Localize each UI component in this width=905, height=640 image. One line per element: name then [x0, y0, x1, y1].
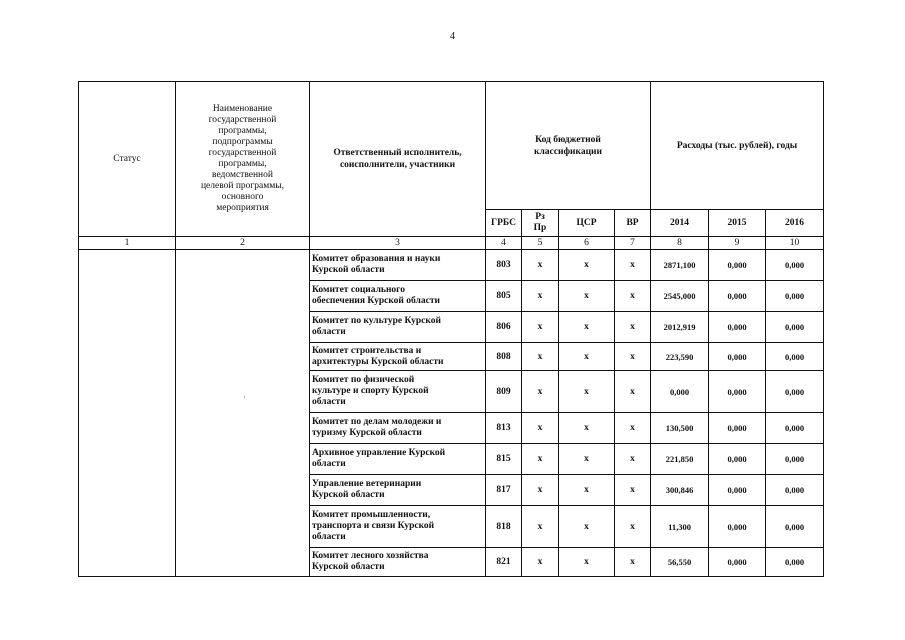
- header-name-line: программы,: [218, 159, 267, 169]
- vr-code: х: [615, 371, 651, 413]
- expense-2016: 0,000: [766, 250, 824, 281]
- csr-code: х: [559, 444, 615, 475]
- executor-name-line: области: [312, 397, 346, 407]
- table-row: [79, 250, 824, 281]
- column-number: 2: [176, 237, 310, 250]
- executor-name-line: культуре и спорту Курской: [312, 386, 429, 396]
- executor-name-line: Комитет по делам молодежи и: [312, 417, 442, 427]
- executor-name-line: архитектуры Курской области: [312, 356, 444, 367]
- stray-mark: ·: [243, 393, 246, 402]
- expense-2016: 0,000: [766, 444, 824, 475]
- header-name-line: государственной: [208, 148, 277, 158]
- column-number: 6: [559, 237, 615, 250]
- vr-code: х: [615, 444, 651, 475]
- program-cell: [176, 250, 310, 577]
- csr-code: х: [559, 506, 615, 548]
- column-number: 4: [486, 237, 522, 250]
- expense-2016: 0,000: [766, 371, 824, 413]
- header-program-name: [176, 82, 310, 237]
- vr-code: х: [615, 475, 651, 506]
- executor-name-line: области: [312, 532, 346, 542]
- column-number: 7: [615, 237, 651, 250]
- rzpr-code: х: [522, 506, 559, 548]
- rzpr-code: х: [522, 250, 559, 281]
- grbs-code: 805: [486, 281, 522, 312]
- header-grbs: ГРБС: [486, 210, 522, 237]
- csr-code: х: [559, 250, 615, 281]
- executor-name-line: области: [312, 327, 346, 337]
- executor-name: [310, 413, 486, 444]
- vr-code: х: [615, 413, 651, 444]
- grbs-code: 818: [486, 506, 522, 548]
- expense-2016: 0,000: [766, 312, 824, 343]
- rzpr-code: х: [522, 312, 559, 343]
- column-number: 1: [79, 237, 176, 250]
- expense-2015: 0,000: [709, 413, 766, 444]
- vr-code: х: [615, 343, 651, 371]
- expense-2014: 300,846: [651, 475, 709, 506]
- expense-2015: 0,000: [709, 343, 766, 371]
- header-status: Статус: [79, 82, 176, 237]
- table-body: [79, 250, 824, 577]
- csr-code: х: [559, 371, 615, 413]
- executor-name: [310, 506, 486, 548]
- grbs-code: 815: [486, 444, 522, 475]
- executor-name: [310, 312, 486, 343]
- page-number: 4: [450, 31, 455, 42]
- expense-2014: 221,850: [651, 444, 709, 475]
- expense-2014: 130,500: [651, 413, 709, 444]
- header-year: 2016: [766, 210, 824, 237]
- vr-code: х: [615, 312, 651, 343]
- executor-name-line: Управление ветеринарии: [312, 479, 422, 489]
- csr-code: х: [559, 281, 615, 312]
- expense-2016: 0,000: [766, 506, 824, 548]
- expense-2014: 2545,000: [651, 281, 709, 312]
- csr-code: х: [559, 548, 615, 577]
- header-name-line: государственной: [208, 115, 277, 125]
- column-number: 9: [709, 237, 766, 250]
- header-executor: [310, 82, 486, 237]
- grbs-code: 817: [486, 475, 522, 506]
- executor-name: [310, 250, 486, 281]
- column-number: 5: [522, 237, 559, 250]
- executor-name-line: туризму Курской области: [312, 428, 422, 438]
- expense-2014: 223,590: [651, 343, 709, 371]
- executor-name-line: Курской области: [312, 490, 385, 500]
- header-year: 2015: [709, 210, 766, 237]
- executor-name-line: обеспечения Курской области: [312, 296, 440, 306]
- expense-2015: 0,000: [709, 506, 766, 548]
- csr-code: х: [559, 312, 615, 343]
- expense-2014: 56,550: [651, 548, 709, 577]
- header-budget-code-line: Код бюджетной: [535, 134, 601, 145]
- expense-2015: 0,000: [709, 281, 766, 312]
- expense-2015: 0,000: [709, 371, 766, 413]
- header-name-line: программы,: [218, 126, 267, 136]
- column-number: 3: [310, 237, 486, 250]
- header-name-line: Наименование: [212, 104, 273, 114]
- grbs-code: 809: [486, 371, 522, 413]
- status-cell: [79, 250, 176, 577]
- rzpr-code: х: [522, 444, 559, 475]
- executor-name-line: Комитет строительства и: [312, 345, 422, 356]
- expense-2014: 2871,100: [651, 250, 709, 281]
- rzpr-code: х: [522, 413, 559, 444]
- expense-2015: 0,000: [709, 475, 766, 506]
- expense-2014: 11,300: [651, 506, 709, 548]
- expense-2016: 0,000: [766, 281, 824, 312]
- executor-name-line: Комитет промышленности,: [312, 510, 431, 520]
- column-number: 8: [651, 237, 709, 250]
- executor-name-line: Комитет образования и науки: [312, 254, 441, 264]
- header-name-line: подпрограммы: [212, 137, 273, 147]
- vr-code: х: [615, 548, 651, 577]
- rzpr-code: х: [522, 371, 559, 413]
- expense-2016: 0,000: [766, 413, 824, 444]
- executor-name-line: Архивное управление Курской: [312, 448, 446, 458]
- executor-name-line: транспорта и связи Курской: [312, 521, 435, 531]
- expense-2014: 2012,919: [651, 312, 709, 343]
- executor-name-line: Курской области: [312, 265, 385, 275]
- expense-2015: 0,000: [709, 548, 766, 577]
- vr-code: х: [615, 281, 651, 312]
- expense-2015: 0,000: [709, 444, 766, 475]
- rzpr-code: х: [522, 343, 559, 371]
- header-csr: ЦСР: [559, 210, 615, 237]
- executor-name: [310, 444, 486, 475]
- executor-name-line: Комитет по культуре Курской: [312, 316, 441, 326]
- grbs-code: 806: [486, 312, 522, 343]
- executor-name-line: области: [312, 459, 346, 469]
- header-rzpr: [522, 210, 559, 237]
- expense-2016: 0,000: [766, 548, 824, 577]
- expense-2016: 0,000: [766, 475, 824, 506]
- column-number: 10: [766, 237, 824, 250]
- grbs-code: 821: [486, 548, 522, 577]
- header-name-line: ведомственной: [212, 170, 273, 180]
- grbs-code: 808: [486, 343, 522, 371]
- header-budget-code-line: классификации: [534, 146, 603, 157]
- expense-2015: 0,000: [709, 312, 766, 343]
- csr-code: х: [559, 413, 615, 444]
- expense-2014: 0,000: [651, 371, 709, 413]
- header-name-line: основного: [221, 192, 264, 202]
- grbs-code: 813: [486, 413, 522, 444]
- vr-code: х: [615, 506, 651, 548]
- executor-name-line: Курской области: [312, 562, 385, 572]
- rzpr-code: х: [522, 548, 559, 577]
- header-budget-code: [486, 82, 651, 210]
- header-row-main: [79, 82, 824, 210]
- grbs-code: 803: [486, 250, 522, 281]
- executor-name: [310, 371, 486, 413]
- column-number-row: [79, 237, 824, 250]
- vr-code: х: [615, 250, 651, 281]
- executor-name-line: Комитет социального: [312, 285, 406, 295]
- expense-2016: 0,000: [766, 343, 824, 371]
- rzpr-code: х: [522, 475, 559, 506]
- header-executor-line: Ответственный исполнитель,: [333, 148, 462, 158]
- executor-name: [310, 548, 486, 577]
- csr-code: х: [559, 343, 615, 371]
- csr-code: х: [559, 475, 615, 506]
- executor-name: [310, 281, 486, 312]
- header-name-line: целевой программы,: [200, 181, 285, 191]
- executor-name-line: Комитет лесного хозяйства: [312, 551, 429, 561]
- header-rzpr-bottom: Пр: [533, 223, 547, 233]
- header-vr: ВР: [615, 210, 651, 237]
- header-executor-line: соисполнители, участники: [339, 160, 456, 170]
- budget-table: [78, 81, 824, 577]
- executor-name: [310, 475, 486, 506]
- header-year: 2014: [651, 210, 709, 237]
- header-expenses: Расходы (тыс. рублей), годы: [651, 82, 824, 210]
- rzpr-code: х: [522, 281, 559, 312]
- executor-name-line: Комитет по физической: [312, 375, 415, 385]
- expense-2015: 0,000: [709, 250, 766, 281]
- header-rzpr-top: Рз: [535, 212, 545, 222]
- header-name-line: мероприятия: [216, 203, 269, 213]
- executor-name: [310, 343, 486, 371]
